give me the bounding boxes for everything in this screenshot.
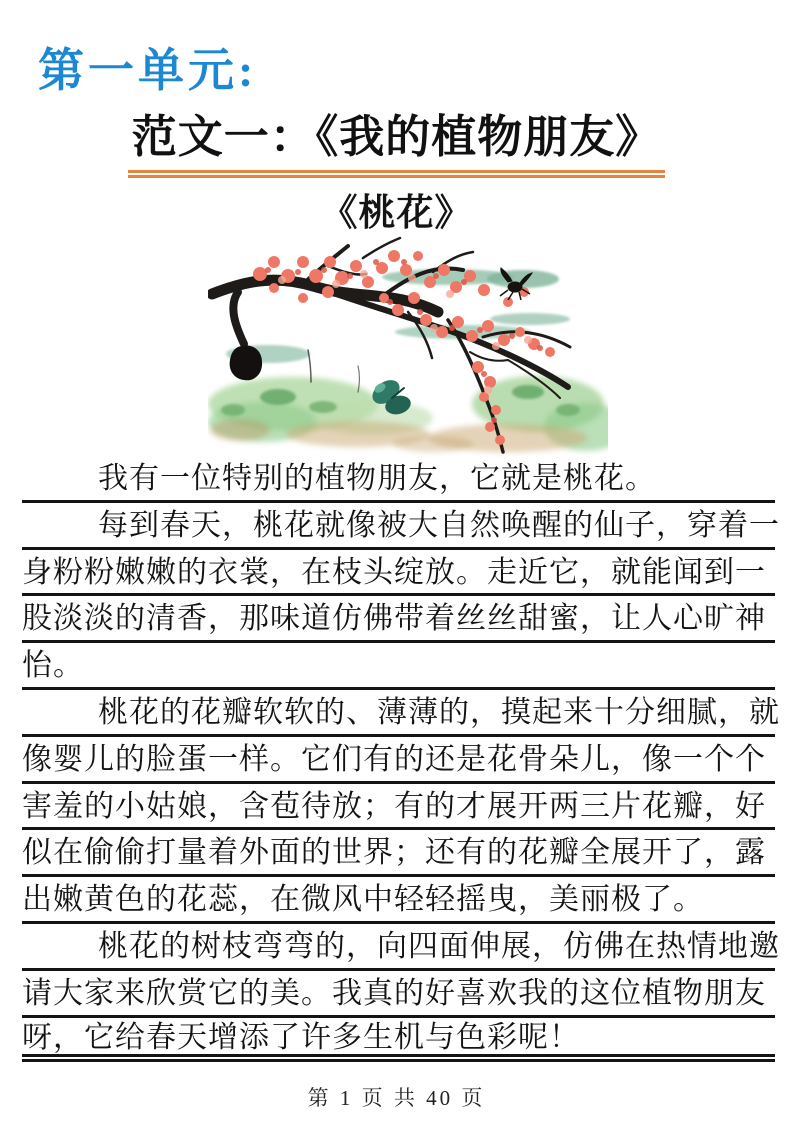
essay-line: 桃花的花瓣软软的、薄薄的，摸起来十分细腻，就 [22, 690, 775, 737]
essay-line: 出嫩黄色的花蕊，在微风中轻轻摇曳，美丽极了。 [22, 877, 775, 924]
essay-line: 害羞的小姑娘，含苞待放；有的才展开两三片花瓣，好 [22, 784, 775, 831]
essay-line: 像婴儿的脸蛋一样。它们有的还是花骨朵儿，像一个个 [22, 737, 775, 784]
essay-line: 似在偷偷打量着外面的世界；还有的花瓣全展开了，露 [22, 830, 775, 877]
peach-blossom-illustration-icon [208, 232, 608, 458]
essay-line: 桃花的树枝弯弯的，向四面伸展，仿佛在热情地邀 [22, 924, 775, 971]
essay-line: 我有一位特别的植物朋友，它就是桃花。 [22, 456, 775, 503]
unit-header: 第一单元: [38, 45, 258, 96]
essay-title: 范文一：《我的植物朋友》 [128, 100, 666, 178]
essay-line: 请大家来欣赏它的美。我真的好喜欢我的这位植物朋友 [22, 971, 775, 1018]
essay-body [22, 456, 780, 1062]
page-number: 第 1 页 共 40 页 [307, 1086, 486, 1110]
title-row [0, 100, 793, 178]
essay-subtitle: 《桃花》 [320, 193, 473, 234]
essay-line: 每到春天，桃花就像被大自然唤醒的仙子，穿着一 [22, 503, 775, 550]
essay-line: 股淡淡的清香，那味道仿佛带着丝丝甜蜜，让人心旷神 [22, 596, 775, 643]
essay-line: 呀，它给春天增添了许多生机与色彩呢！ [22, 1018, 775, 1062]
essay-line: 怡。 [22, 643, 775, 690]
essay-line: 身粉粉嫩嫩的衣裳，在枝头绽放。走近它，就能闻到一 [22, 550, 775, 597]
